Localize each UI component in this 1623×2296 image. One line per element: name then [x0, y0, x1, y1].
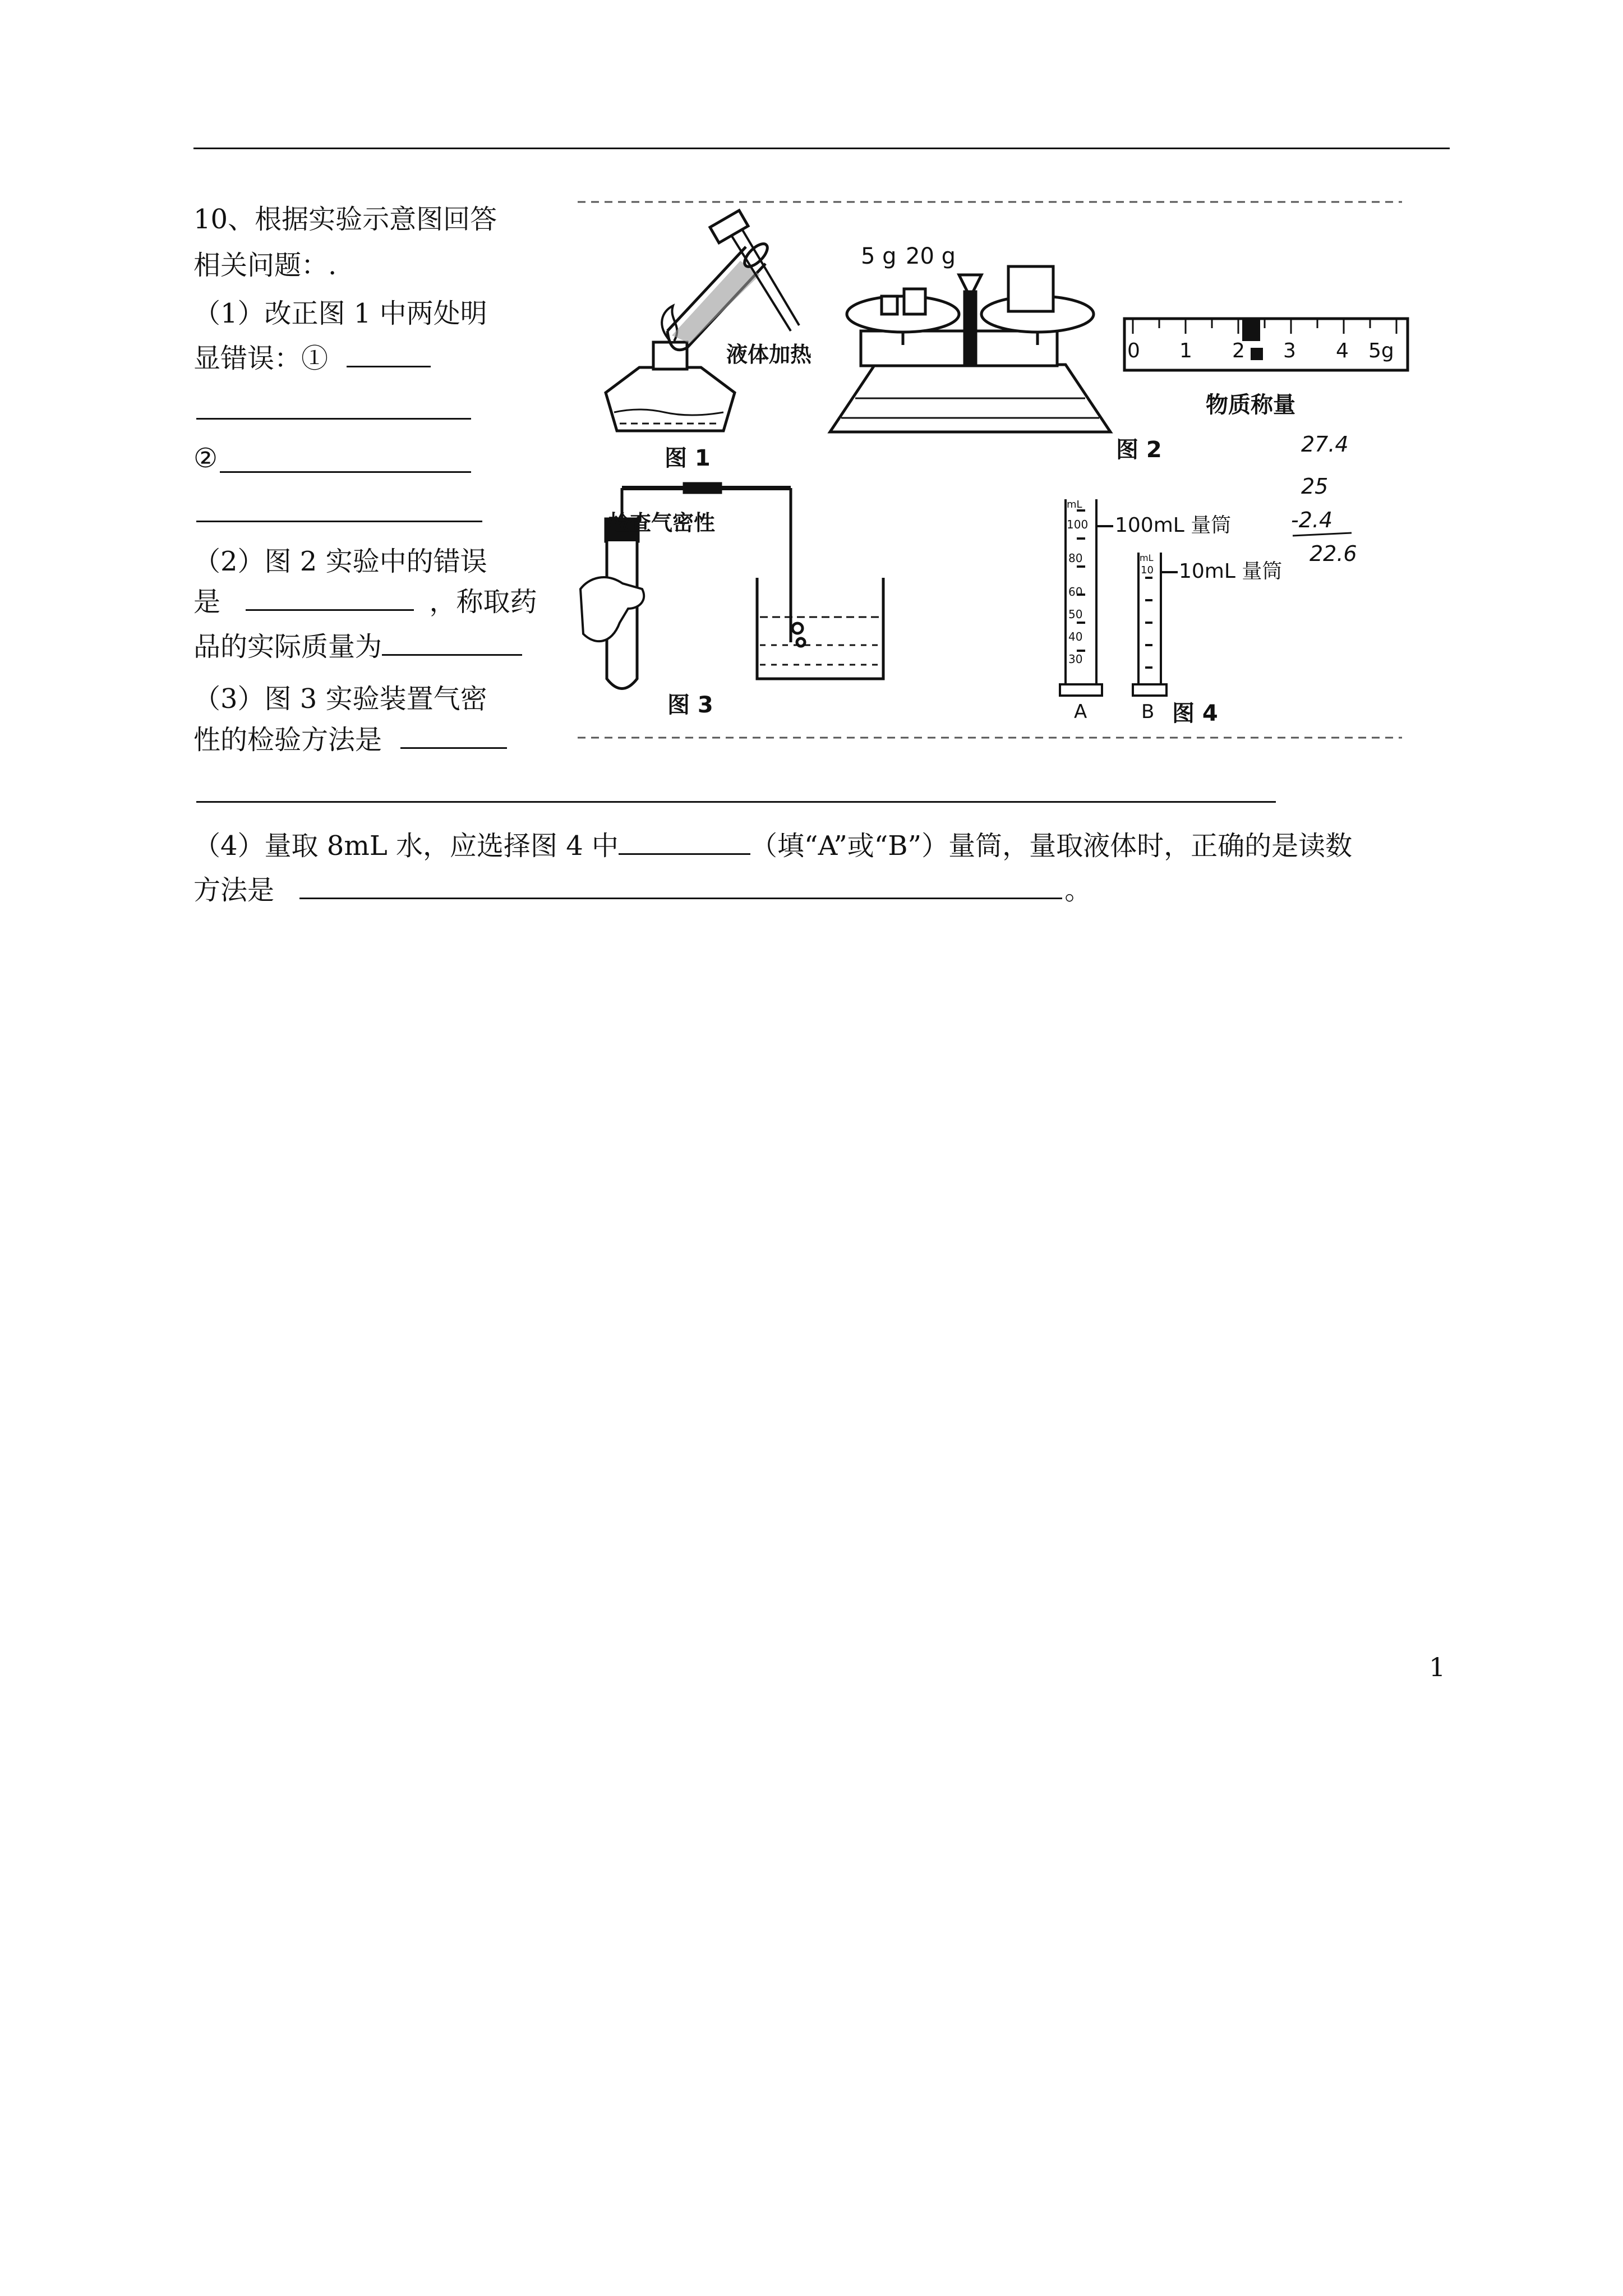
fig1-label: 液体加热	[726, 342, 812, 367]
q1-mark-2: ②	[193, 443, 218, 474]
q4-part2: （填“A”或“B”）量筒，量取液体时，正确的是读数	[750, 830, 1353, 862]
handwriting-2: 25	[1301, 474, 1329, 499]
q2-blank-mass[interactable]	[382, 629, 522, 656]
cyl-b-scale-unit: mL	[1140, 553, 1154, 563]
q2-line2	[193, 579, 537, 625]
fig4-cylinder-b	[1133, 553, 1178, 696]
handwriting-4: 22.6	[1310, 541, 1357, 566]
q4-line2-b: 。	[1064, 875, 1092, 906]
cyl-b-name: B	[1141, 701, 1155, 723]
header-rule	[193, 148, 1450, 149]
experiment-figure	[572, 196, 1413, 746]
handwriting-1: 27.4	[1301, 432, 1349, 457]
q3-line2	[193, 717, 507, 763]
q2-line3-text: 品的实际质量为	[193, 631, 382, 662]
cyl-a-scale-80: 80	[1068, 551, 1083, 565]
page-number: 1	[1429, 1652, 1446, 1682]
fig2-ruler	[1124, 319, 1408, 370]
fig1-test-tube	[667, 210, 799, 350]
q4-line1	[193, 823, 1352, 869]
q1-line1: （1）改正图 1 中两处明	[193, 298, 487, 329]
q1-line2	[193, 335, 431, 381]
cyl-a-scale-40: 40	[1068, 630, 1083, 643]
q2-line2-a: 是	[193, 586, 221, 618]
q4-line2-a: 方法是	[193, 875, 275, 906]
cyl-b-label: 10mL 量筒	[1179, 560, 1283, 583]
q4-part1: （4）量取 8mL 水，应选择图 4 中	[193, 830, 619, 862]
q1-blank-2a[interactable]	[220, 471, 471, 473]
ruler-tick-3: 3	[1283, 339, 1296, 362]
q2-line1: （2）图 2 实验中的错误	[193, 546, 487, 577]
q1-blank-1a[interactable]	[347, 341, 431, 367]
cyl-b-scale-10: 10	[1141, 564, 1154, 576]
cyl-a-scale-100: 100	[1067, 518, 1089, 531]
ruler-tick-5: 5g	[1368, 339, 1394, 362]
cyl-a-scale-30: 30	[1068, 652, 1083, 666]
fig3-label: 检查气密性	[608, 510, 716, 535]
ruler-tick-1: 1	[1179, 339, 1192, 362]
fig2-balance	[830, 266, 1110, 432]
cyl-a-scale-unit: mL	[1067, 499, 1082, 510]
fig1-caption: 图 1	[665, 445, 711, 471]
fig2-label: 物质称量	[1206, 392, 1295, 418]
q4-blank-cylinder[interactable]	[619, 829, 750, 855]
handwriting-line	[1293, 533, 1352, 536]
q2-line2-b: ，称取药	[429, 586, 537, 618]
fig3-caption: 图 3	[667, 692, 713, 718]
q4-line2	[193, 867, 1091, 913]
cyl-a-name: A	[1074, 701, 1087, 723]
fig2-caption: 图 2	[1116, 437, 1162, 463]
fig1-alcohol-burner	[606, 306, 735, 431]
q3-line1: （3）图 3 实验装置气密	[193, 683, 487, 715]
q1-blank-2b[interactable]	[196, 521, 482, 522]
q2-blank-error[interactable]	[246, 585, 414, 611]
weight-20g-label: 20 g	[906, 243, 956, 269]
cyl-a-label: 100mL 量筒	[1115, 514, 1232, 537]
q1-blank-1b[interactable]	[196, 418, 471, 420]
fig4-caption: 图 4	[1172, 701, 1218, 726]
ruler-tick-0: 0	[1127, 339, 1140, 362]
question-title-line1: 10、根据实验示意图回答	[193, 204, 497, 235]
ruler-tick-4: 4	[1336, 339, 1349, 362]
cyl-a-scale-50: 50	[1068, 608, 1083, 621]
question-title-line2: 相关问题：.	[193, 250, 337, 281]
q1-line3	[193, 435, 218, 481]
cyl-a-scale-60: 60	[1068, 585, 1083, 599]
experiment-figure-svg	[572, 196, 1413, 746]
q3-blank-a[interactable]	[400, 723, 507, 749]
handwriting-3: -2.4	[1291, 508, 1333, 532]
handwritten-calc	[1291, 432, 1357, 566]
q3-line2-text: 性的检验方法是	[193, 724, 382, 756]
q1-line2-text: 显错误：①	[193, 343, 329, 374]
q3-blank-b[interactable]	[196, 801, 1276, 803]
q4-blank-method[interactable]	[299, 873, 1062, 899]
ruler-tick-2: 2	[1232, 339, 1245, 362]
q2-line3	[193, 624, 522, 670]
weight-5g-label: 5 g	[861, 243, 897, 269]
